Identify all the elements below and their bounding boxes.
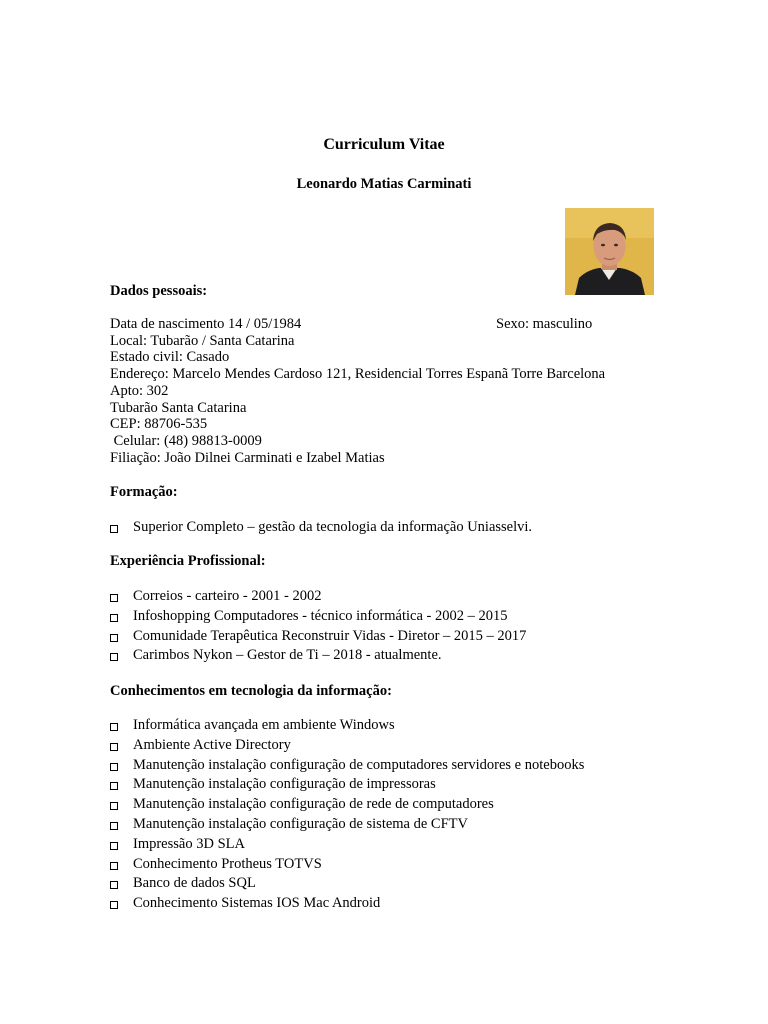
- checkbox-bullet-icon: [110, 763, 118, 771]
- cep: CEP: 88706-535: [110, 416, 208, 433]
- civil-status: Estado civil: Casado: [110, 349, 230, 366]
- candidate-name: Leonardo Matias Carminati: [296, 176, 472, 192]
- list-item: Comunidade Terapêutica Reconstruir Vidas - Diretor – 2015 – 2017: [110, 627, 526, 647]
- list-item: Correios - carteiro - 2001 - 2002: [110, 587, 526, 607]
- birth-date: Data de nascimento 14 / 05/1984: [110, 316, 302, 332]
- skills-heading: Conhecimentos em tecnologia da informação:: [110, 683, 392, 699]
- experience-heading-block: [110, 553, 266, 570]
- profile-photo-icon: [565, 208, 654, 295]
- birth-row: [110, 316, 670, 333]
- checkbox-bullet-icon: [110, 594, 118, 602]
- personal-section: [110, 283, 207, 300]
- skills-list-block: [110, 716, 584, 914]
- list-item: Superior Completo – gestão da tecnologia da informação Uniasselvi.: [110, 518, 532, 538]
- personal-heading: Dados pessoais:: [110, 283, 208, 299]
- checkbox-bullet-icon: [110, 743, 118, 751]
- checkbox-bullet-icon: [110, 862, 118, 870]
- list-item: Manutenção instalação configuração de sistema de CFTV: [110, 815, 584, 835]
- list-item: Carimbos Nykon – Gestor de Ti – 2018 - atualmente.: [110, 646, 526, 666]
- checkbox-bullet-icon: [110, 782, 118, 790]
- skills-heading-block: [110, 683, 392, 700]
- experience-list: [110, 587, 526, 666]
- city: Tubarão Santa Catarina: [110, 399, 247, 416]
- list-item: Banco de dados SQL: [110, 874, 584, 894]
- list-item: Manutenção instalação configuração de rede de computadores: [110, 795, 584, 815]
- list-item: Infoshopping Computadores - técnico informática - 2002 – 2015: [110, 607, 526, 627]
- apartment: Apto: 302: [110, 382, 169, 399]
- experience-heading: Experiência Profissional:: [110, 553, 266, 569]
- list-item: Manutenção instalação configuração de computadores servidores e notebooks: [110, 756, 584, 776]
- checkbox-bullet-icon: [110, 822, 118, 830]
- education-list-block: [110, 518, 532, 538]
- list-item: Impressão 3D SLA: [110, 835, 584, 855]
- checkbox-bullet-icon: [110, 614, 118, 622]
- personal-details: [110, 316, 670, 466]
- parents: Filiação: João Dilnei Carminati e Izabel Matias: [110, 449, 385, 466]
- list-item: Ambiente Active Directory: [110, 736, 584, 756]
- list-item: Conhecimento Sistemas IOS Mac Android: [110, 894, 584, 914]
- education-heading-block: [110, 484, 178, 501]
- phone: Celular: (48) 98813-0009: [110, 432, 262, 449]
- experience-list-block: [110, 587, 526, 666]
- checkbox-bullet-icon: [110, 634, 118, 642]
- local: Local: Tubarão / Santa Catarina: [110, 332, 295, 349]
- document-title: Curriculum Vitae: [323, 136, 445, 153]
- list-item: Manutenção instalação configuração de impressoras: [110, 775, 584, 795]
- education-list: [110, 518, 532, 538]
- education-heading: Formação:: [110, 484, 178, 500]
- checkbox-bullet-icon: [110, 802, 118, 810]
- skills-list: [110, 716, 584, 914]
- checkbox-bullet-icon: [110, 842, 118, 850]
- address: Endereço: Marcelo Mendes Cardoso 121, Residencial Torres Espanã Torre Barcelona: [110, 366, 606, 383]
- checkbox-bullet-icon: [110, 525, 118, 533]
- checkbox-bullet-icon: [110, 653, 118, 661]
- list-item: Conhecimento Protheus TOTVS: [110, 855, 584, 875]
- sex: Sexo: masculino: [496, 316, 593, 332]
- checkbox-bullet-icon: [110, 723, 118, 731]
- profile-photo: [565, 208, 654, 295]
- checkbox-bullet-icon: [110, 901, 118, 909]
- checkbox-bullet-icon: [110, 881, 118, 889]
- list-item: Informática avançada em ambiente Windows: [110, 716, 584, 736]
